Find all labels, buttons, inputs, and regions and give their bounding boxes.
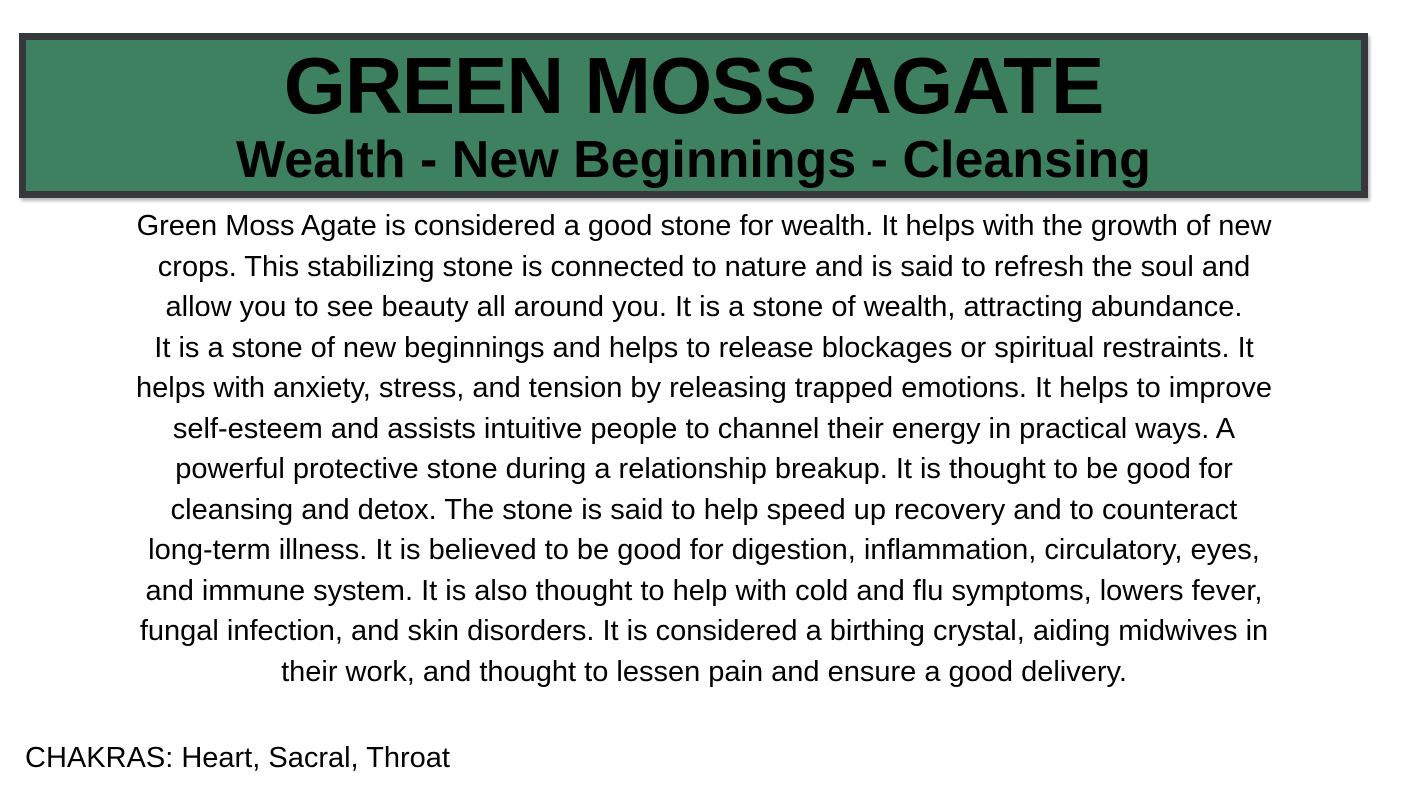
chakras-label: CHAKRAS: <box>25 742 174 774</box>
body-text-line: allow you to see beauty all around you. It is a stone of wealth, attracting abundance. <box>165 291 1243 323</box>
body-text-line: long-term illness. It is believed to be good for digestion, inflammation, circulatory, eyes, <box>148 534 1260 566</box>
body-text-line: It is a stone of new beginnings and helps to release blockages or spiritual restraints. It <box>154 331 1254 364</box>
body-text-line: self-esteem and assists intuitive people to channel their energy in practical ways. A <box>172 412 1236 445</box>
header-banner <box>19 33 1368 198</box>
body-paragraph <box>25 206 1383 692</box>
body-text-line: powerful protective stone during a relationship breakup. It is thought to be good for <box>175 453 1233 485</box>
chakras-line <box>25 738 450 779</box>
body-text-line: cleansing and detox. The stone is said to help speed up recovery and to counteract <box>170 493 1238 526</box>
body-text-line: and immune system. It is also thought to help with cold and flu symptoms, lowers fever, <box>145 574 1263 607</box>
chakras-value: Heart, Sacral, Throat <box>181 742 450 774</box>
body-text-line: helps with anxiety, stress, and tension by releasing trapped emotions. It helps to improve <box>136 372 1272 404</box>
page-subtitle: Wealth - New Beginnings - Cleansing <box>236 130 1151 189</box>
body-text-line: crops. This stabilizing stone is connected to nature and is said to refresh the soul and <box>157 250 1251 283</box>
body-text-line: their work, and thought to lessen pain and ensure a good delivery. <box>281 655 1127 688</box>
body-text-line: Green Moss Agate is considered a good stone for wealth. It helps with the growth of new <box>136 210 1272 242</box>
page-title: GREEN MOSS AGATE <box>283 40 1104 130</box>
body-text-line: fungal infection, and skin disorders. It is considered a birthing crystal, aiding midwives in <box>139 615 1269 647</box>
